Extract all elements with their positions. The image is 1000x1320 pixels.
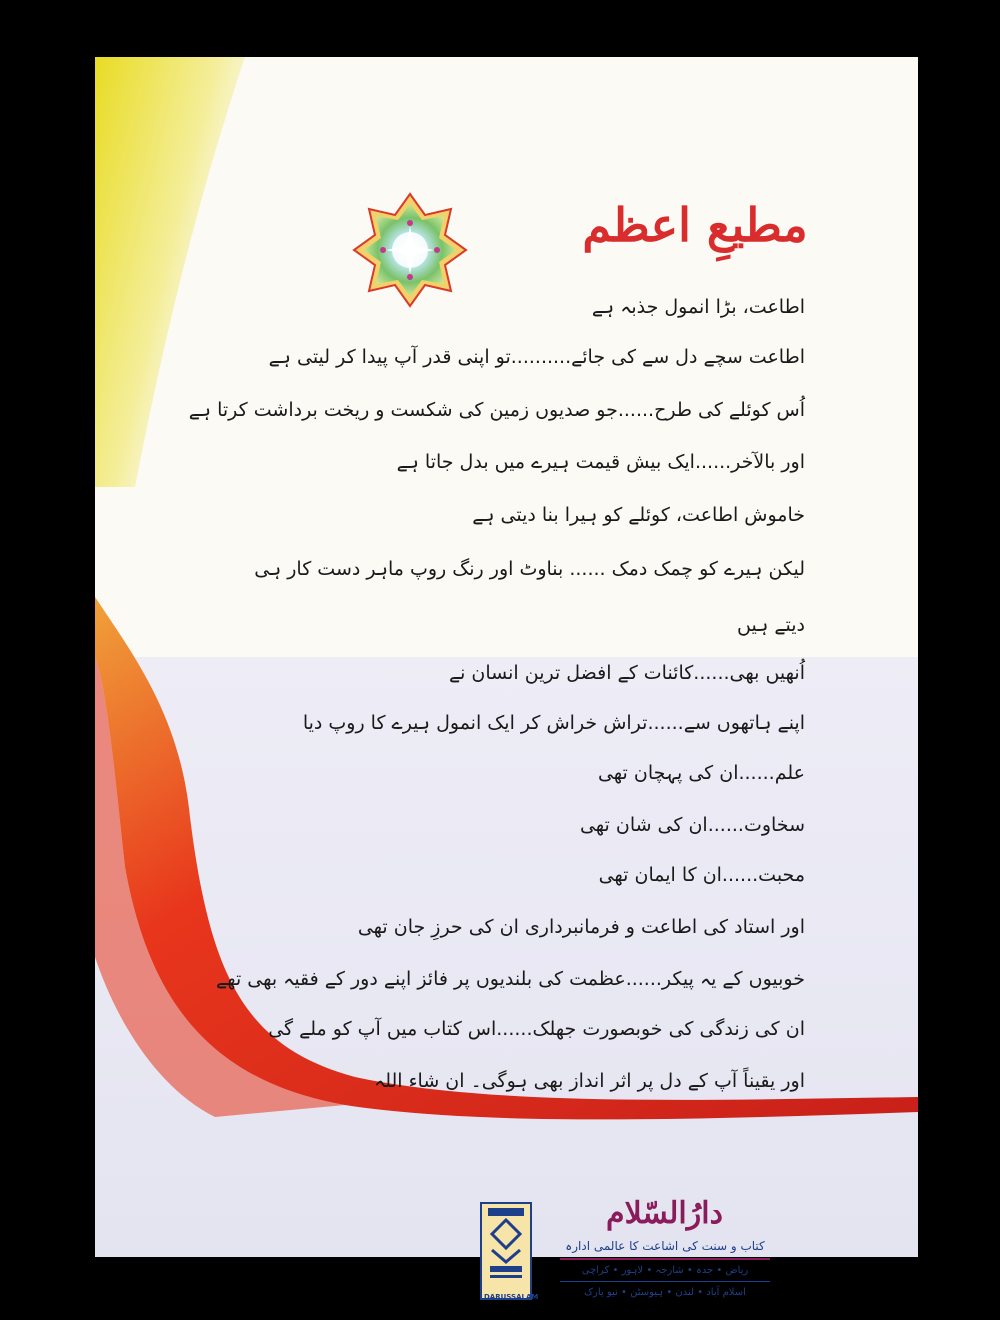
verse-line: علم......ان کی پہچان تھی	[597, 762, 805, 784]
publisher-badge	[480, 1202, 539, 1301]
publisher-logo-block	[480, 1194, 795, 1314]
publisher-tagline: کتاب و سنت کی اشاعت کا عالمی ادارہ	[565, 1239, 765, 1253]
verse-line: اطاعت سچے دل سے کی جائے..........تو اپنی قدر آپ پیدا کر لیتی ہے	[268, 346, 805, 368]
star-rosette-icon	[350, 190, 470, 310]
verse-line: اور استاد کی اطاعت و فرمانبرداری ان کی حرزِ جان تھی	[357, 916, 805, 938]
book-title: مطیعِ اعظم	[582, 198, 808, 252]
verse-line: اور یقیناً آپ کے دل پر اثر انداز بھی ہوگی۔ ان شاء اللہ	[374, 1070, 805, 1092]
verse-line: ان کی زندگی کی خوبصورت جھلک......اس کتاب میں آپ کو ملے گی	[268, 1018, 805, 1040]
publisher-divider	[560, 1258, 770, 1260]
verse-line: لیکن ہیرے کو چمک دمک ...... بناوٹ اور رنگ روپ ماہر دست کار ہی	[254, 558, 805, 580]
publisher-name: دارُالسّلام	[606, 1196, 723, 1231]
verse-line: دیتے ہیں	[737, 614, 805, 636]
publisher-cities-line-1: ریاض • جدہ • شارجہ • لاہور • کراچی	[581, 1265, 749, 1276]
verse-line: خوبیوں کے یہ پیکر......عظمت کی بلندیوں پر فائز اپنے دور کے فقیہ بھی تھے	[216, 968, 805, 990]
verse-line: اور بالآخر......ایک بیش قیمت ہیرے میں بدل جاتا ہے	[396, 451, 805, 473]
verse-block	[188, 295, 805, 1115]
verse-line: خاموش اطاعت، کوئلے کو ہیرا بنا دیتی ہے	[472, 504, 805, 526]
quran-stand-icon	[482, 1204, 530, 1284]
verse-line: اُس کوئلے کی طرح......جو صدیوں زمین کی شکست و ریخت برداشت کرتا ہے	[188, 399, 805, 421]
publisher-cities-line-2: اسلام آباد • لندن • ہیوسٹن • نیو یارک	[584, 1287, 746, 1298]
publisher-latin-name: DARUSSALAM	[484, 1293, 539, 1301]
verse-line: اپنے ہاتھوں سے......تراش خراش کر ایک انمول ہیرے کا روپ دیا	[302, 712, 805, 734]
verse-line: سخاوت......ان کی شان تھی	[579, 814, 805, 836]
publisher-cities-divider	[560, 1281, 770, 1282]
verse-line: اُنھیں بھی......کائنات کے افضل ترین انسان نے	[448, 662, 805, 684]
verse-line: اطاعت، بڑا انمول جذبہ ہے	[591, 296, 805, 318]
verse-line: محبت......ان کا ایمان تھی	[598, 864, 805, 886]
back-cover-page	[95, 57, 918, 1301]
